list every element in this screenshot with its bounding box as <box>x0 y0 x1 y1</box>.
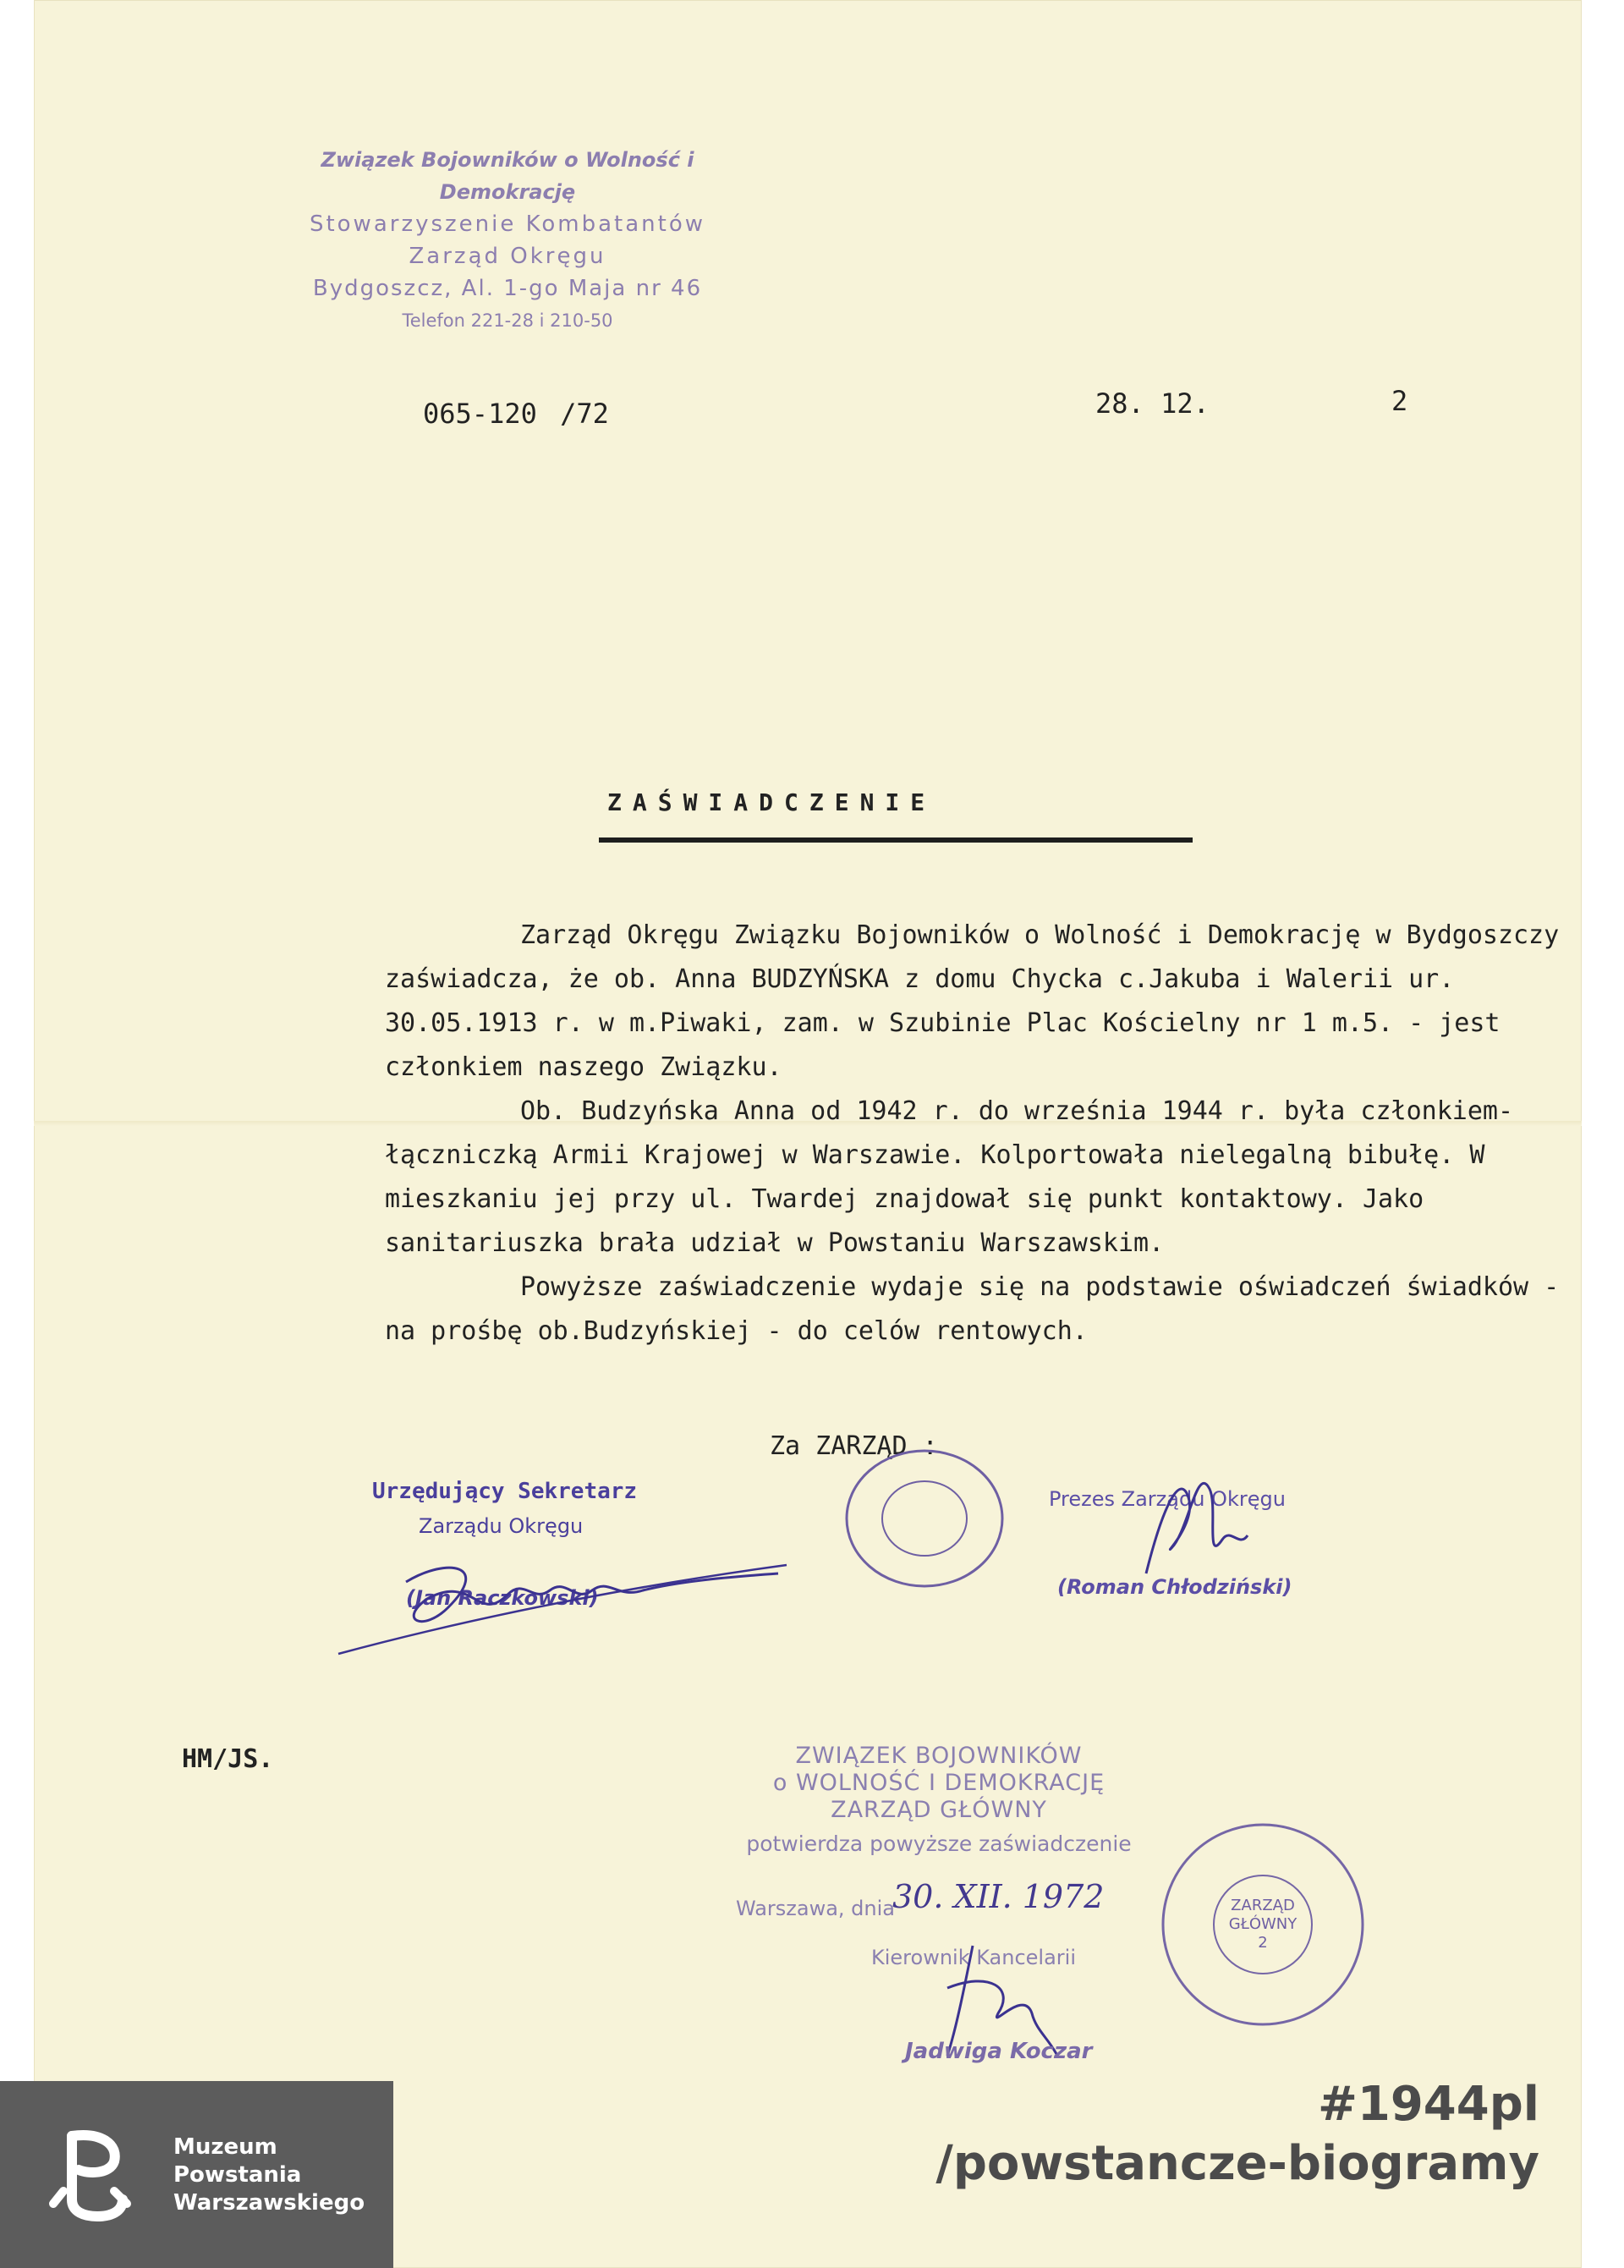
body-paragraph: Powyższe zaświadczenie wydaje się na podstawie oświadczeń świadków - na prośbę ob.Budzyńskiej - do celów rentowych. <box>385 1272 1560 1346</box>
secretary-title: Urzędujący Sekretarz <box>372 1479 638 1504</box>
museum-name <box>173 2133 365 2217</box>
document-title: ZAŚWIADCZENIE <box>607 788 936 816</box>
stamp-line: Zarząd Okręgu <box>409 244 606 269</box>
stamp-line: o WOLNOŚĆ I DEMOKRACJĘ <box>772 1770 1106 1796</box>
kotwica-logo-icon <box>47 2123 148 2225</box>
president-name: (Roman Chłodziński) <box>1057 1575 1292 1599</box>
body-paragraph: Zarząd Okręgu Związku Bojowników o Wolność i Demokrację w Bydgoszczy zaświadcza, że ob. Anna BUDZYŃSKA z domu Chycka c.Jakuba i Walerii ur. 30.05.1913 r. w m.Piwaki, zam. w Szubinie Plac Kościelny nr 1 m.5. - jest członkiem naszego Związku. <box>385 920 1560 1082</box>
body-paragraph: Ob. Budzyńska Anna od 1942 r. do września 1944 r. była członkiem-łączniczką Armii Krajowej w Warszawie. Kolportowała nielegalną bibułę. W mieszkaniu jej przy ul. Twardej znajdował się punkt kontaktowy. Jako sanitariuszka brała udział w Powstaniu Warszawskim. <box>385 1096 1513 1258</box>
stamp-line: ZWIĄZEK BOJOWNIKÓW <box>795 1743 1083 1769</box>
reference-number: 065-120 /72 <box>423 398 609 430</box>
confirmation-stamp <box>710 1743 1167 1861</box>
stamp-line: Związek Bojowników o Wolność i Demokrację <box>321 148 694 204</box>
page-number: 2 <box>1391 385 1408 417</box>
museum-line: Warszawskiego <box>173 2190 365 2216</box>
president-title: Prezes Zarządu Okręgu <box>1049 1487 1286 1511</box>
stamp-line: Bydgoszcz, Al. 1-go Maja nr 46 <box>312 276 703 301</box>
initials: HM/JS. <box>182 1744 274 1774</box>
document-date: 28. 12. <box>1095 387 1210 420</box>
museum-line: Muzeum <box>173 2134 277 2160</box>
seal-center-text <box>1157 1897 1369 1952</box>
hashtag: #1944pl <box>1317 2077 1539 2132</box>
stamp-line: Telefon 221-28 i 210-50 <box>402 310 613 331</box>
stamp-line: Stowarzyszenie Kombatantów <box>309 211 706 237</box>
document-body <box>385 914 1569 1354</box>
title-underline <box>599 837 1193 843</box>
kierownik-label: Kierownik Kancelarii <box>871 1946 1077 1969</box>
district-round-seal <box>840 1447 1009 1590</box>
stamp-line: ZARZĄD GŁÓWNY <box>831 1797 1047 1823</box>
main-board-round-seal <box>1157 1819 1369 2030</box>
secretary-subtitle: Zarządu Okręgu <box>419 1514 584 1538</box>
secretary-name: (Jan Raczkowski) <box>406 1586 599 1610</box>
president-signature <box>1129 1455 1256 1582</box>
secretary-signature <box>321 1523 795 1667</box>
kierownik-name: Jadwiga Koczar <box>905 2039 1093 2064</box>
museum-badge <box>0 2081 393 2268</box>
museum-line: Powstania <box>173 2162 302 2188</box>
hashtag-path: /powstancze-biogramy <box>935 2136 1539 2191</box>
seal-line: ZARZĄD <box>1231 1897 1295 1914</box>
stamp-line: potwierdza powyższe zaświadczenie <box>746 1831 1132 1856</box>
institution-stamp <box>271 144 744 337</box>
handwritten-date: 30. XII. 1972 <box>892 1878 1105 1915</box>
seal-line: 2 <box>1258 1934 1268 1952</box>
seal-line: GŁÓWNY <box>1228 1915 1298 1933</box>
warszawa-dnia: Warszawa, dnia <box>736 1897 895 1920</box>
za-zarzad: Za ZARZĄD : <box>770 1431 938 1461</box>
